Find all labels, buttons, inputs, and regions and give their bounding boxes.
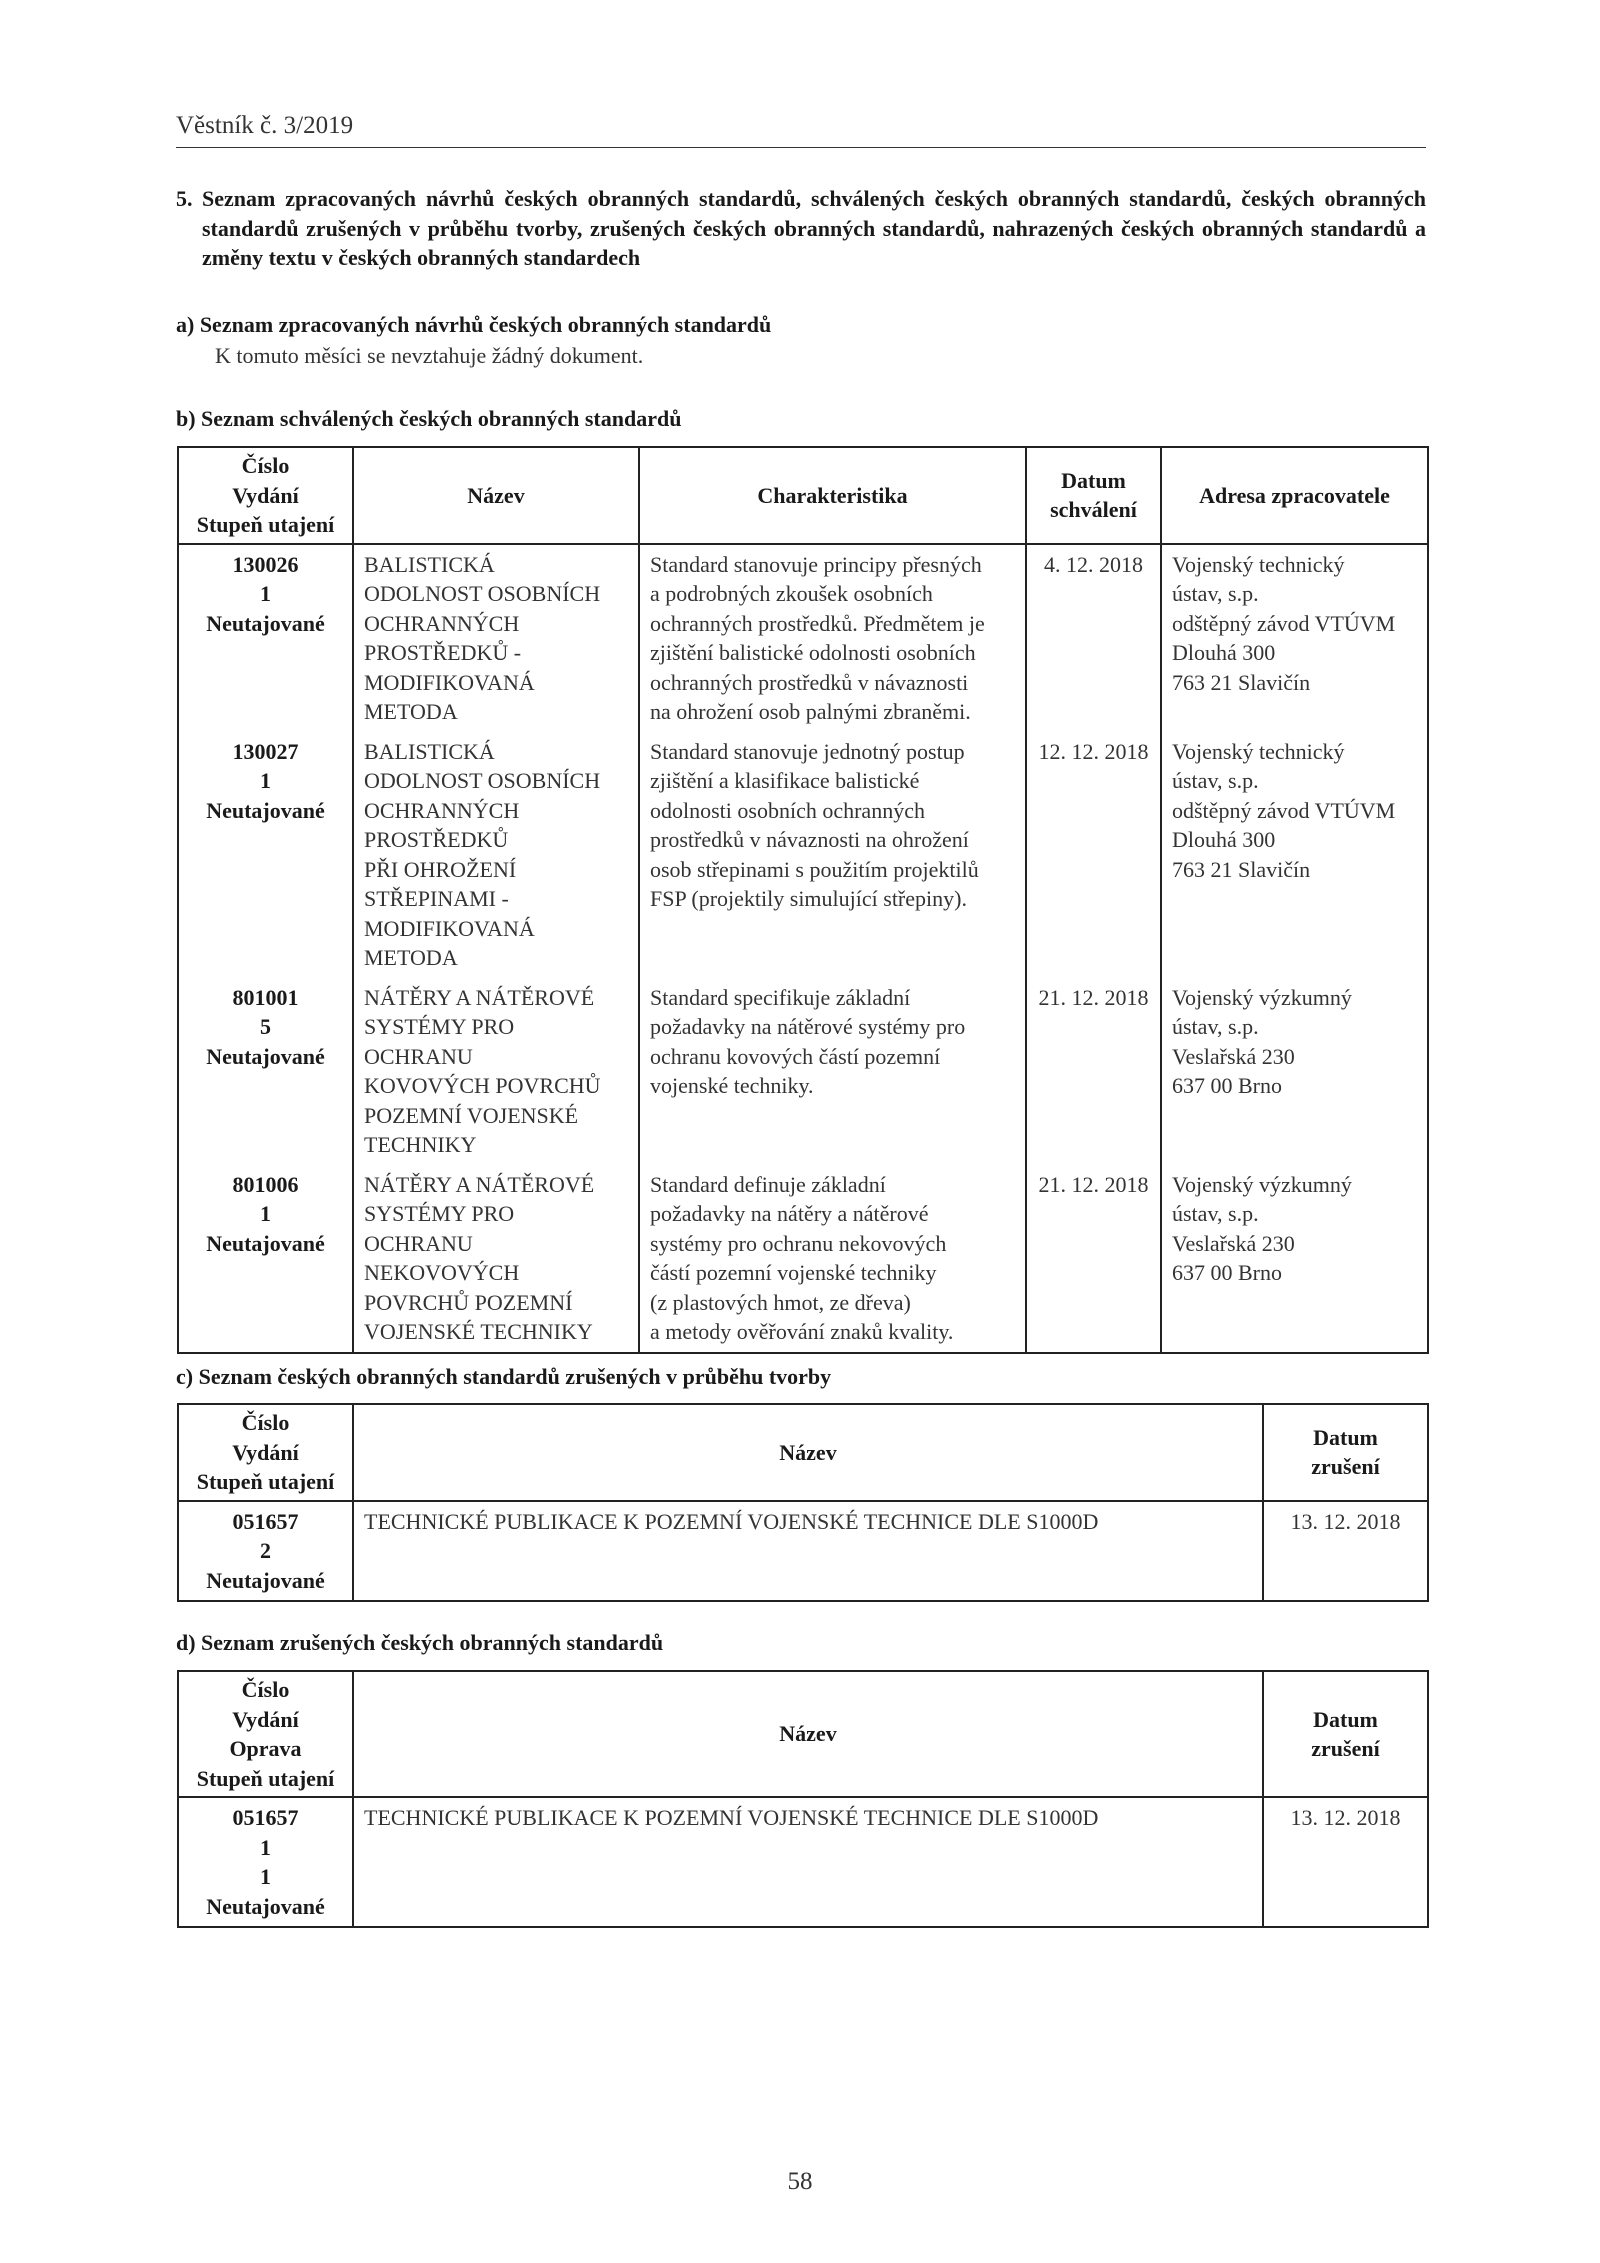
author-address-cell: Vojenský technický ústav, s.p. odštěpný závod VTÚVM Dlouhá 300 763 21 Slavičín	[1161, 544, 1428, 732]
cancelled-during-creation-table	[177, 1403, 1429, 1602]
table-row	[178, 1501, 1428, 1602]
cancelled-standards-table	[177, 1670, 1429, 1928]
cancellation-date-cell: 13. 12. 2018	[1263, 1501, 1428, 1602]
section-a-note: K tomuto měsíci se nevztahuje žádný dokument.	[215, 343, 644, 368]
standard-name-cell: TECHNICKÉ PUBLIKACE K POZEMNÍ VOJENSKÉ TECHNICE DLE S1000D	[353, 1797, 1263, 1927]
standard-name-cell: NÁTĚRY A NÁTĚROVÉ SYSTÉMY PRO OCHRANU NEKOVOVÝCH POVRCHŮ POZEMNÍ VOJENSKÉ TECHNIKY	[353, 1165, 639, 1353]
standard-code-cell: 130027 1 Neutajované	[178, 732, 353, 978]
author-address-cell: Vojenský výzkumný ústav, s.p. Veslařská 230 637 00 Brno	[1161, 1165, 1428, 1353]
standard-name-cell: BALISTICKÁ ODOLNOST OSOBNÍCH OCHRANNÝCH PROSTŘEDKŮ - MODIFIKOVANÁ METODA	[353, 544, 639, 732]
header-datum: Datum zrušení	[1263, 1671, 1428, 1797]
table-header-row	[178, 1671, 1428, 1797]
table-header-row	[178, 1404, 1428, 1501]
section-d-title: d) Seznam zrušených českých obranných standardů	[176, 1630, 664, 1655]
heading-number: 5.	[176, 186, 193, 211]
page-number: 58	[787, 2168, 813, 2195]
author-address-cell: Vojenský výzkumný ústav, s.p. Veslařská 230 637 00 Brno	[1161, 978, 1428, 1165]
header-adresa: Adresa zpracovatele	[1161, 447, 1428, 544]
header-datum: Datum zrušení	[1263, 1404, 1428, 1501]
header-nazev: Název	[353, 1404, 1263, 1501]
standard-description-cell: Standard stanovuje jednotný postup zjištění a klasifikace balistické odolnosti osobních ochranných prostředků v návaznosti na ohrožení osob střepinami s použitím projektilů FSP (projektily simulující střepiny).	[639, 732, 1026, 978]
approval-date-cell: 21. 12. 2018	[1026, 978, 1161, 1165]
table-row	[178, 732, 1428, 978]
standard-description-cell: Standard definuje základní požadavky na nátěry a nátěrové systémy pro ochranu nekovových částí pozemní vojenské techniky (z plastových hmot, ze dřeva) a metody ověřování znaků kvality.	[639, 1165, 1026, 1353]
header-cislo: Číslo Vydání Oprava Stupeň utajení	[178, 1671, 353, 1797]
approval-date-cell: 4. 12. 2018	[1026, 544, 1161, 732]
section-b-title: b) Seznam schválených českých obranných standardů	[176, 406, 682, 431]
header-cislo: Číslo Vydání Stupeň utajení	[178, 1404, 353, 1501]
standard-code-cell: 801001 5 Neutajované	[178, 978, 353, 1165]
standard-code-cell: 051657 2 Neutajované	[178, 1501, 353, 1602]
standard-code-cell: 801006 1 Neutajované	[178, 1165, 353, 1353]
header-cislo: Číslo Vydání Stupeň utajení	[178, 447, 353, 544]
approval-date-cell: 21. 12. 2018	[1026, 1165, 1161, 1353]
journal-header: Věstník č. 3/2019	[176, 112, 354, 139]
standard-name-cell: NÁTĚRY A NÁTĚROVÉ SYSTÉMY PRO OCHRANU KOVOVÝCH POVRCHŮ POZEMNÍ VOJENSKÉ TECHNIKY	[353, 978, 639, 1165]
standard-name-cell: BALISTICKÁ ODOLNOST OSOBNÍCH OCHRANNÝCH PROSTŘEDKŮ PŘI OHROŽENÍ STŘEPINAMI - MODIFIKOVANÁ METODA	[353, 732, 639, 978]
header-nazev: Název	[353, 1671, 1263, 1797]
standard-code-cell: 051657 1 1 Neutajované	[178, 1797, 353, 1927]
section-c-title: c) Seznam českých obranných standardů zrušených v průběhu tvorby	[176, 1364, 832, 1389]
table-header-row	[178, 447, 1428, 544]
standard-name-cell: TECHNICKÉ PUBLIKACE K POZEMNÍ VOJENSKÉ TECHNICE DLE S1000D	[353, 1501, 1263, 1602]
table-row	[178, 544, 1428, 732]
standard-description-cell: Standard specifikuje základní požadavky na nátěrové systémy pro ochranu kovových částí pozemní vojenské techniky.	[639, 978, 1026, 1165]
table-row	[178, 1797, 1428, 1927]
header-datum: Datum schválení	[1026, 447, 1161, 544]
header-divider	[176, 147, 1426, 148]
author-address-cell: Vojenský technický ústav, s.p. odštěpný závod VTÚVM Dlouhá 300 763 21 Slavičín	[1161, 732, 1428, 978]
approval-date-cell: 12. 12. 2018	[1026, 732, 1161, 978]
cancellation-date-cell: 13. 12. 2018	[1263, 1797, 1428, 1927]
header-nazev: Název	[353, 447, 639, 544]
approved-standards-table	[177, 446, 1429, 1354]
table-row	[178, 978, 1428, 1165]
header-charakteristika: Charakteristika	[639, 447, 1026, 544]
standard-code-cell: 130026 1 Neutajované	[178, 544, 353, 732]
section-a-title: a) Seznam zpracovaných návrhů českých obranných standardů	[176, 312, 772, 337]
standard-description-cell: Standard stanovuje principy přesných a podrobných zkoušek osobních ochranných prostředků. Předmětem je zjištění balistické odolnosti osobních ochranných prostředků v návaznosti na ohrožení osob palnými zbraněmi.	[639, 544, 1026, 732]
main-heading	[176, 184, 1426, 273]
heading-text: Seznam zpracovaných návrhů českých obranných standardů, schválených českých obranných standardů, českých obranných standardů zrušených v průběhu tvorby, zrušených českých obranných standardů, nahrazených českých obranných standardů a změny textu v českých obranných standardech	[202, 186, 1426, 270]
table-row	[178, 1165, 1428, 1353]
